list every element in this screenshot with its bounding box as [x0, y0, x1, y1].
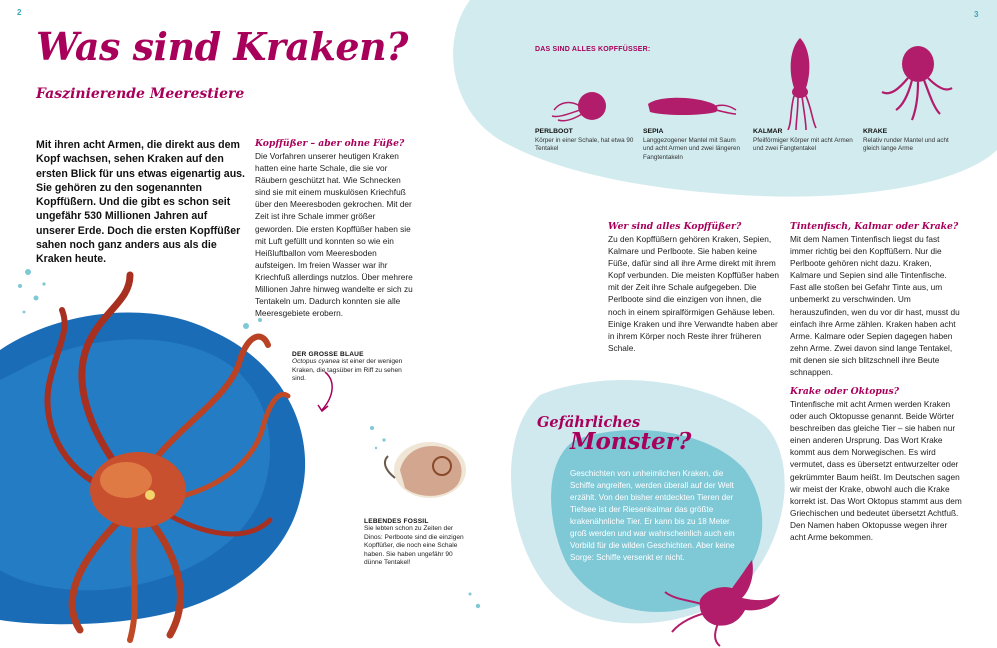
caption-species: Octopus cyanea — [292, 358, 340, 365]
nautilus-icon — [552, 92, 606, 121]
species-name: PERLBOOT — [535, 128, 573, 135]
intro-text: Mit ihren acht Armen, die direkt aus dem Kopf wachsen, sehen Kraken auf den ersten Blick für uns etwas eigenartig aus. Sie gehören zu den sogenannten Kopffüßern. Und die gibt es schon seit ungefähr 530 Millionen Jahren auf unserer Erde. Doch die ersten Kopffüßer sahen noch ganz anders aus als die Kraken heute. — [36, 139, 245, 266]
section-tintenfisch — [790, 221, 962, 378]
species-desc: Körper in einer Schale, hat etwa 90 Tentakel — [535, 137, 634, 153]
caption-title: LEBENDES FOSSIL — [364, 518, 429, 525]
section-kopffuesser — [255, 138, 415, 319]
octopus-icon — [882, 46, 952, 120]
caption-body: ist einer der wenigen Kraken, die tagsüber im Riff zu sehen sind. — [292, 358, 403, 383]
species-desc: Pfeilförmiger Körper mit acht Armen und zwei Fangtentakel — [753, 137, 853, 153]
species-name: KRAKE — [863, 128, 888, 135]
species-krake — [863, 128, 963, 154]
species-desc: Langgezogener Mantel mit Saum und acht Armen und zwei längeren Fangtentakeln — [643, 137, 740, 161]
species-kalmar — [753, 128, 859, 154]
species-icons — [540, 30, 960, 130]
section-heading: Wer sind alles Kopffüßer? — [608, 221, 742, 232]
nautilus-photo — [385, 442, 466, 498]
species-perlboot — [535, 128, 635, 154]
squid-icon — [788, 38, 816, 130]
section-text: Mit dem Namen Tintenfisch liegst du fast immer richtig bei den Kopffüßern. Nur die Perlboote gehören nicht dazu. Kraken, Kalmare und Sepien sind alle Tintenfische. Fast alle stoßen bei Gefahr Tinte aus, um unbemerkt zu verschwinden. Um herauszufinden, wen du vor dir hast, musst du einfach ihre Arme zählen. Kraken haben acht Arme. Kalmare oder Sepien dagegen haben zehn Arme. Zwei davon sind lange Tentakel, mit denen sie sich blitzschnell ihre Beute schnappen. — [790, 234, 960, 378]
section-wer-sind-kopffuesser — [608, 221, 780, 354]
page-number-left: 2 — [17, 8, 22, 17]
monster-heading-line2: Monster? — [570, 428, 692, 455]
species-name: SEPIA — [643, 128, 664, 135]
caption-text — [292, 358, 410, 384]
section-text: Die Vorfahren unserer heutigen Kraken hatten eine harte Schale, die sie vor Räubern geschützt hat. Wie Schnecken sind sie mit einem muskulösen Kriechfuß über den Meeresboden gekrochen. Mit der Zeit ist ihre Schale immer größer geworden. Die ersten Kopffüßer haben sie mit Luft gefüllt und konnten so wie ein Heißluftballon vom Meeresboden aufsteigen. Im freien Wasser war ihr Kriechfuß allerdings nutzlos. Über mehrere Millionen Jahre hinweg wandelte er sich zu Tentakeln um. Dadurch konnten sie alle Meeresgebiete erobern. — [255, 151, 413, 319]
page-number-right: 3 — [974, 10, 979, 19]
caption-grosse-blaue — [292, 351, 410, 384]
monster-heading-line1: Gefährliches — [537, 414, 641, 431]
section-text: Tintenfische mit acht Armen werden Kraken oder auch Oktopusse genannt. Beide Wörter beschreiben das gleiche Tier – sie haben nur einen anderen Ursprung. Das Wort Krake kommt aus dem Norwegischen. Es wird vermutet, dass es übersetzt entwurzelter oder gekrümmter Baum heißt. Im Deutschen sagen wir meist der Krake, obwohl auch die Krake korrekt ist. Das Wort Oktopus stammt aus dem Griechischen und bedeutet übersetzt Achtfuß. Den Namen haben Oktopusse wegen ihrer acht Arme bekommen. — [790, 399, 962, 543]
species-header: DAS SIND ALLES KOPFFÜSSER: — [535, 46, 651, 53]
caption-body: Sie lebten schon zu Zeiten der Dinos: Perlboote sind die einzigen Kopffüßer, die noch eine Schale haben. Sie haben ungefähr 90 dünne Tentakel! — [364, 525, 464, 567]
page-title: Was sind Kraken? — [36, 24, 408, 69]
section-heading: Tintenfisch, Kalmar oder Krake? — [790, 221, 959, 232]
cuttlefish-icon — [648, 98, 736, 115]
species-sepia — [643, 128, 747, 162]
section-heading: Krake oder Oktopus? — [790, 386, 900, 397]
page-subtitle: Faszinierende Meerestiere — [36, 86, 245, 102]
section-text: Zu den Kopffüßern gehören Kraken, Sepien, Kalmare und Perlboote. Sie haben keine Füße, dafür sind all ihre Arme direkt mit ihrem Kopf verbunden. Die meisten Kopffüßer haben mit der Zeit ihre Schale aufgegeben. Die Perlboote sind die einzigen von ihnen, die noch in einem spiralförmigen Gehäuse leben. Einige Kraken und ihre Verwandte haben aber in ihrem Körper noch Reste ihrer früheren Schale. — [608, 234, 779, 353]
caption-lebendes-fossil — [364, 518, 470, 568]
monster-text: Geschichten von unheimlichen Kraken, die Schiffe angreifen, werden überall auf der Welt erzählt. Von den bisher entdeckten Tieren der Tiefsee ist der Riesenkalmar das größte krakenähnliche Tier. Er kann bis zu 18 Meter groß werden und war wahrscheinlich auch ein Vorbild für die wilden Geschichten. Aber keine Sorge: Schiffe versenkt er nicht. — [570, 469, 735, 562]
species-name: KALMAR — [753, 128, 783, 135]
section-heading: Kopffüßer – aber ohne Füße? — [255, 138, 405, 149]
species-desc: Relativ runder Mantel und acht gleich lange Arme — [863, 137, 949, 153]
caption-title: DER GROSSE BLAUE — [292, 351, 364, 358]
section-krake-oder-oktopus — [790, 386, 962, 543]
